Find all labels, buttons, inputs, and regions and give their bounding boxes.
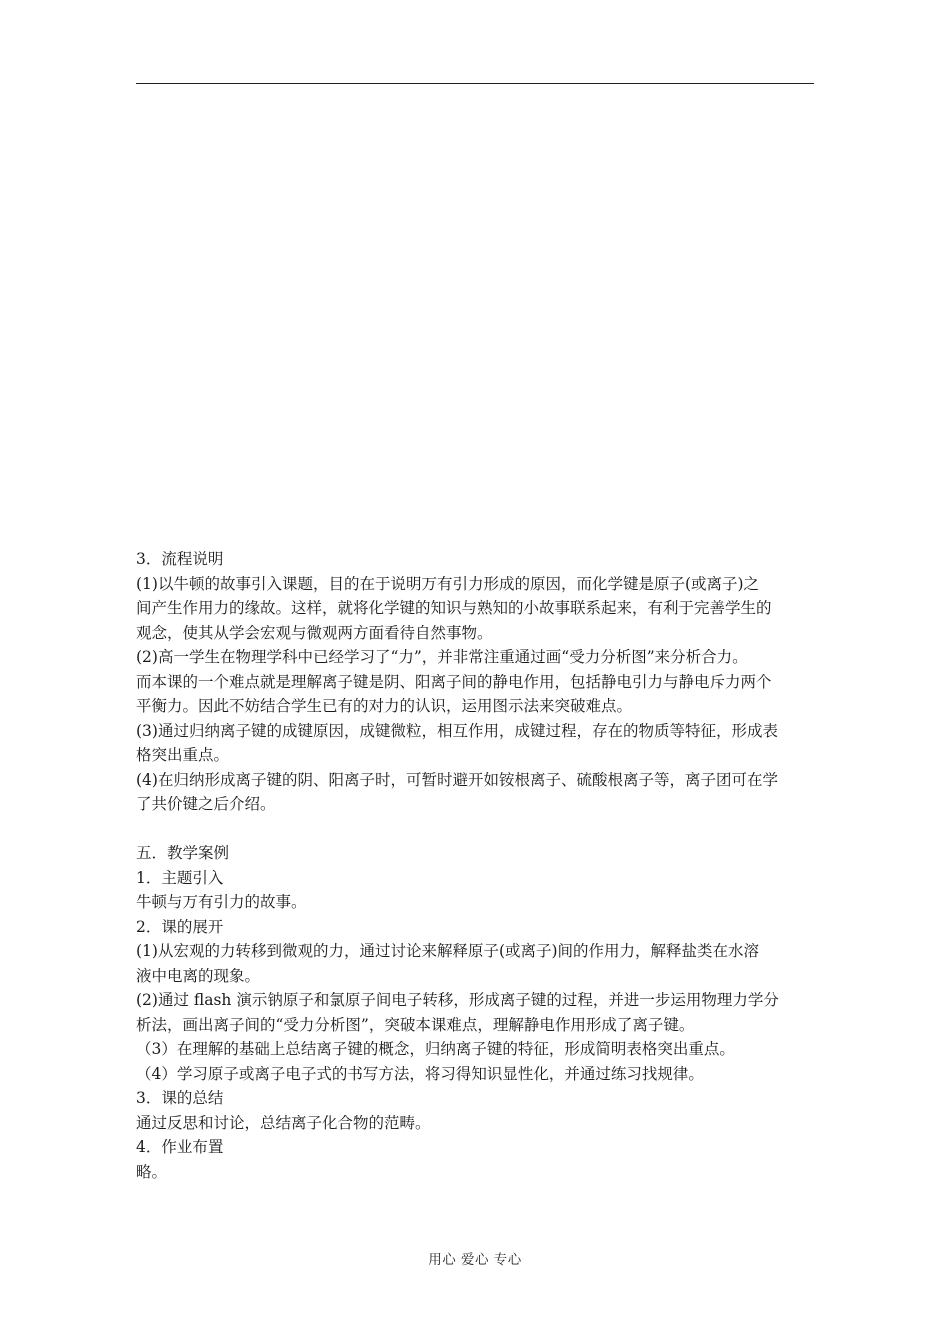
paragraph-line: （3）在理解的基础上总结离子键的概念，归纳离子键的特征，形成简明表格突出重点。 — [136, 1040, 735, 1058]
subsection-title: 2．课的展开 — [136, 917, 224, 936]
paragraph-line: 牛顿与万有引力的故事。 — [136, 893, 307, 911]
paragraph-line: 液中电离的现象。 — [136, 966, 261, 985]
paragraph-line: 析法，画出离子间的“受力分析图”，突破本课难点，理解静电作用形成了离子键。 — [136, 1015, 695, 1034]
paragraph-line: (1)从宏观的力转移到微观的力，通过讨论来解释原子(或离子)间的作用力，解释盐类在水溶 — [136, 942, 760, 960]
page-footer: 用心 爱心 专心 — [428, 1252, 522, 1268]
paragraph-line: 通过反思和讨论，总结离子化合物的范畴。 — [136, 1113, 431, 1132]
blank-line — [136, 817, 820, 842]
section-title: 五．教学案例 — [136, 844, 230, 862]
document-body — [136, 547, 820, 1184]
header-rule — [136, 83, 814, 84]
paragraph-line: (3)通过归纳离子键的成键原因，成键微粒，相互作用，成键过程，存在的物质等特征，形成表 — [136, 721, 778, 740]
paragraph-line: 而本课的一个难点就是理解离子键是阴、阳离子间的静电作用，包括静电引力与静电斥力两个 — [136, 672, 772, 691]
paragraph-line: (2)通过 flash 演示钠原子和氯原子间电子转移，形成离子键的过程，并进一步运用物理力学分 — [136, 991, 779, 1009]
paragraph-line: 观念，使其从学会宏观与微观两方面看待自然事物。 — [136, 623, 493, 642]
paragraph-line: 略。 — [136, 1162, 168, 1181]
paragraph-line: 格突出重点。 — [136, 746, 230, 764]
paragraph-line: 间产生作用力的缘故。这样，就将化学键的知识与熟知的小故事联系起来，有利于完善学生的 — [136, 599, 772, 617]
paragraph-line: （4）学习原子或离子电子式的书写方法，将习得知识显性化，并通过练习找规律。 — [136, 1064, 704, 1083]
subsection-title: 4．作业布置 — [136, 1138, 224, 1156]
paragraph-line: (1)以牛顿的故事引入课题，目的在于说明万有引力形成的原因，而化学键是原子(或离子)之 — [136, 574, 760, 593]
paragraph-line: 平衡力。因此不妨结合学生已有的对力的认识，运用图示法来突破难点。 — [136, 697, 633, 715]
paragraph-line: 了共价键之后介绍。 — [136, 795, 276, 813]
section-title: 3．流程说明 — [136, 550, 224, 568]
subsection-title: 3．课的总结 — [136, 1089, 224, 1107]
subsection-title: 1．主题引入 — [136, 868, 224, 887]
paragraph-line: (2)高一学生在物理学科中已经学习了“力”，并非常注重通过画“受力分析图”来分析合力。 — [136, 648, 748, 666]
paragraph-line: (4)在归纳形成离子键的阴、阳离子时，可暂时避开如铵根离子、硫酸根离子等，离子团可在学 — [136, 770, 778, 789]
